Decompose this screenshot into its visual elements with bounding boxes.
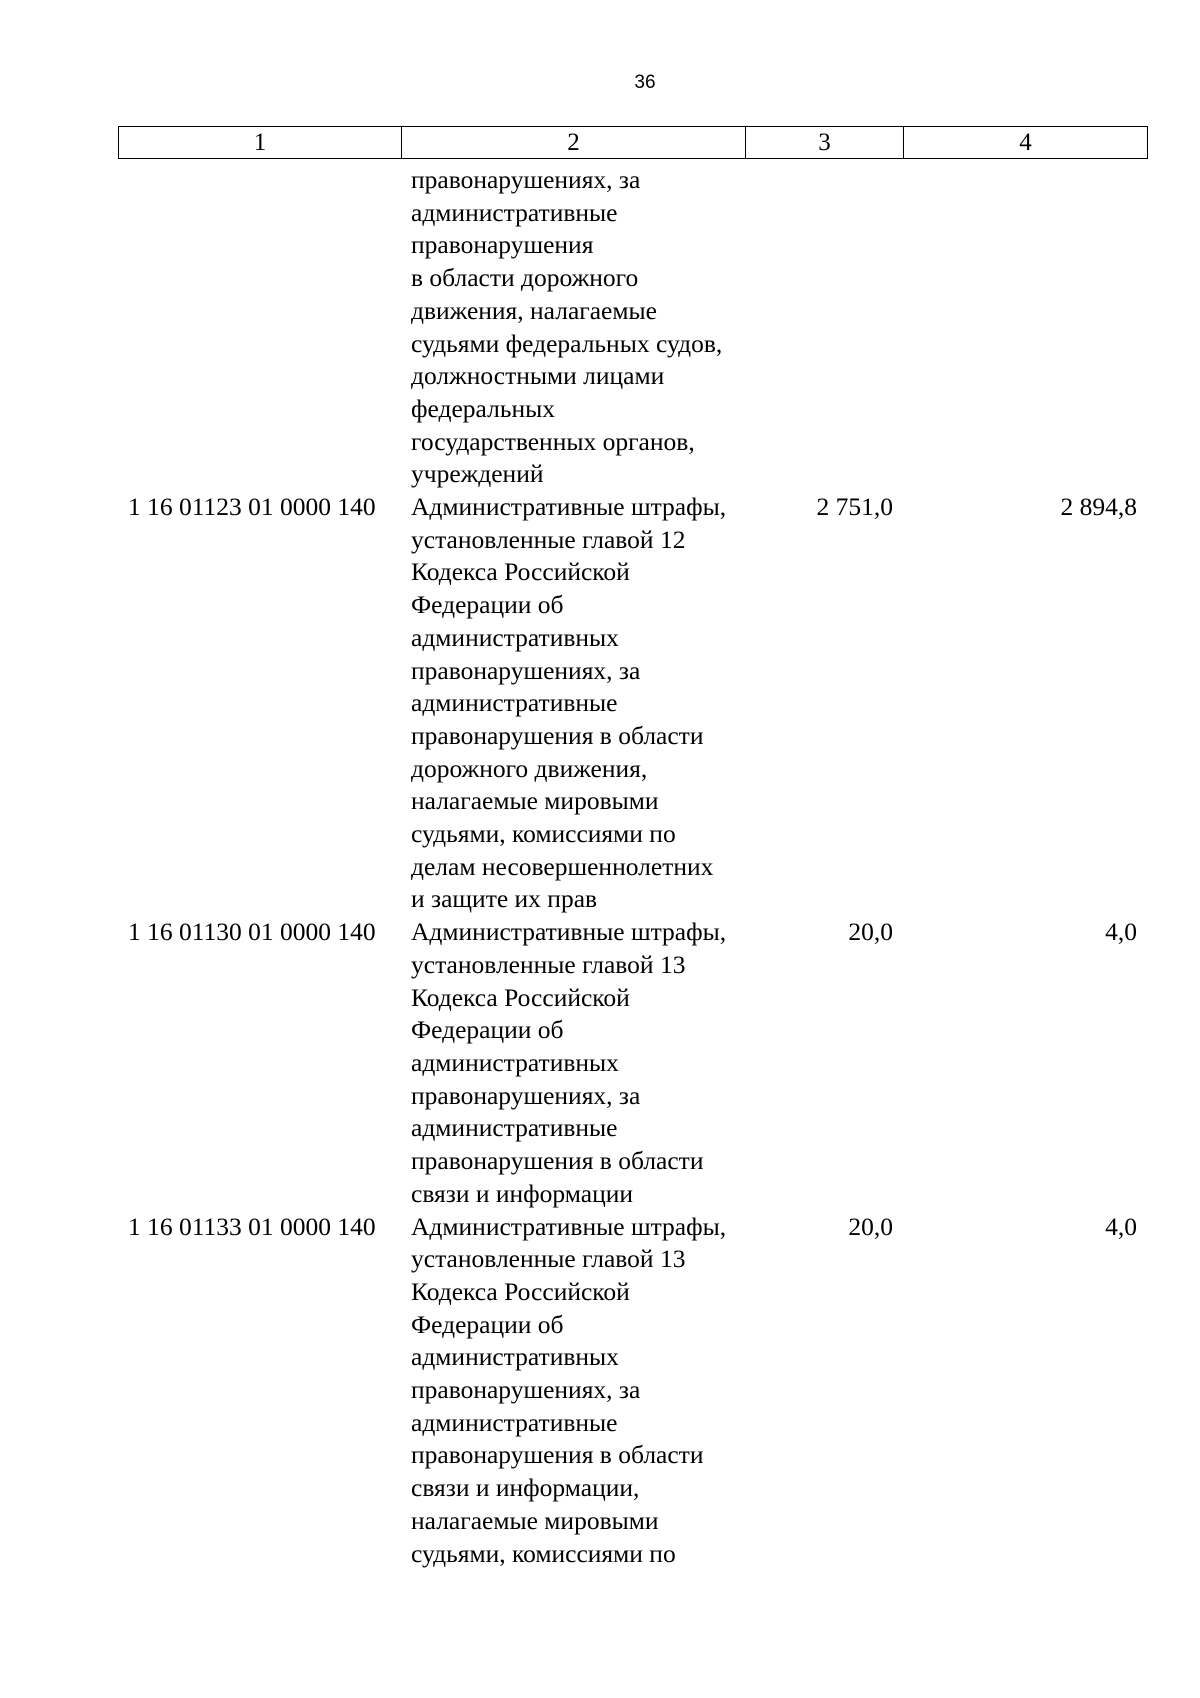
column-header-3: 3 (746, 127, 904, 159)
revenue-code-cell: 1 16 01123 01 0000 140 (128, 492, 376, 522)
revenue-name-cell: правонарушениях, за административные правонарушения в области дорожного движения, налагаемые судьями федеральных судов, должностными лицами федеральных государственных органов, учреждений (411, 165, 723, 489)
revenue-table (118, 164, 1147, 1570)
table-row (118, 1211, 1147, 1571)
column-header-2: 2 (402, 127, 746, 159)
column-header-row (119, 127, 1148, 159)
value-column-3-cell: 20,0 (848, 917, 893, 947)
column-header-table (118, 126, 1148, 159)
revenue-code-cell: 1 16 01133 01 0000 140 (128, 1211, 376, 1241)
value-column-4-cell (903, 164, 1147, 491)
revenue-code-cell (118, 164, 401, 491)
column-header-1: 1 (119, 127, 402, 159)
value-column-3-cell: 20,0 (848, 1211, 893, 1241)
page-number: 36 (634, 72, 656, 93)
value-column-4-cell: 4,0 (1105, 917, 1137, 947)
value-column-4-cell: 2 894,8 (1060, 492, 1137, 522)
revenue-name-cell: Административные штрафы, установленные главой 13 Кодекса Российской Федерации об административных правонарушениях, за административные правонарушения в области связи и информации (411, 917, 727, 1208)
column-header-4: 4 (904, 127, 1148, 159)
revenue-name-cell: Административные штрафы, установленные главой 13 Кодекса Российской Федерации об административных правонарушениях, за административные правонарушения в области связи и информации, налагаемые мировыми судьями, комиссиями по (411, 1211, 727, 1568)
table-row (118, 164, 1147, 491)
value-column-3-cell: 2 751,0 (816, 492, 893, 522)
value-column-4-cell: 4,0 (1105, 1211, 1137, 1241)
value-column-3-cell (745, 164, 903, 491)
revenue-name-cell: Административные штрафы, установленные главой 12 Кодекса Российской Федерации об административных правонарушениях, за административные правонарушения в области дорожного движения, налагаемые мировыми судьями, комиссиями по делам несовершеннолетних и защите их прав (411, 492, 727, 914)
table-row (118, 491, 1147, 916)
table-row (118, 916, 1147, 1210)
revenue-code-cell: 1 16 01130 01 0000 140 (128, 917, 376, 947)
